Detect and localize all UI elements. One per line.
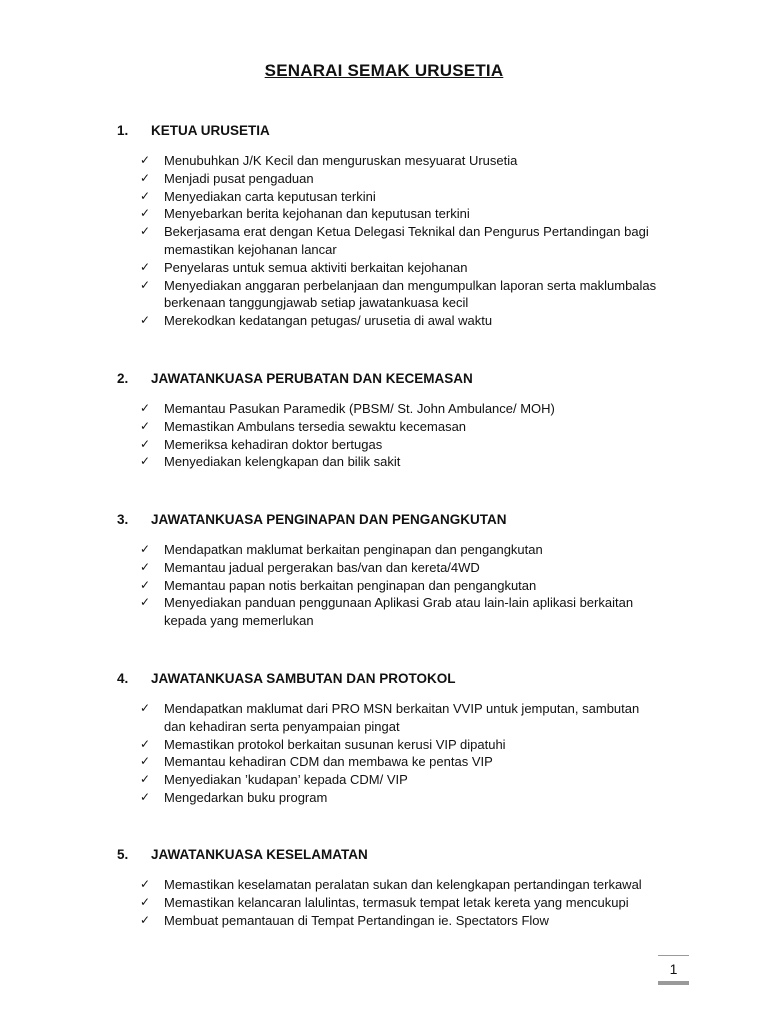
checkmark-icon: ✓ bbox=[140, 877, 151, 891]
checklist-item bbox=[0, 436, 664, 454]
checklist-item bbox=[0, 223, 664, 259]
checklist-item-text: Memantau kehadiran CDM dan membawa ke pentas VIP bbox=[164, 754, 493, 770]
checklist-item bbox=[0, 736, 664, 754]
section-penginapan-pengangkutan bbox=[0, 512, 768, 629]
checklist-item-text: Penyelaras untuk semua aktiviti berkaitan kejohanan bbox=[164, 259, 468, 275]
section-number: 3. bbox=[117, 512, 129, 527]
page-number-rule-top bbox=[658, 955, 689, 956]
checkmark-icon: ✓ bbox=[140, 153, 151, 167]
checkmark-icon: ✓ bbox=[140, 701, 151, 715]
checkmark-icon: ✓ bbox=[140, 401, 151, 415]
checkmark-icon: ✓ bbox=[140, 912, 151, 927]
section-title: JAWATANKUASA KESELAMATAN bbox=[151, 847, 368, 862]
checklist-item bbox=[0, 277, 664, 313]
checklist-item bbox=[0, 152, 664, 170]
checklist bbox=[0, 876, 768, 929]
section-heading bbox=[0, 371, 768, 389]
checklist bbox=[0, 400, 768, 471]
checkmark-icon: ✓ bbox=[140, 454, 151, 469]
checklist-item-text: Menjadi pusat pengaduan bbox=[164, 170, 314, 186]
section-ketua-urusetia bbox=[0, 123, 768, 329]
checklist-item-text: Mendapatkan maklumat dari PRO MSN berkaitan VVIP untuk jemputan, sambutan dan kehadiran serta penyampaian pingat bbox=[164, 701, 640, 734]
checklist bbox=[0, 700, 768, 807]
checklist-item bbox=[0, 453, 664, 471]
checkmark-icon: ✓ bbox=[140, 736, 151, 751]
checkmark-icon: ✓ bbox=[140, 772, 151, 787]
checklist-item-text: Memeriksa kehadiran doktor bertugas bbox=[164, 436, 383, 452]
section-heading bbox=[0, 512, 768, 530]
checklist-item bbox=[0, 188, 664, 206]
section-title: JAWATANKUASA SAMBUTAN DAN PROTOKOL bbox=[151, 671, 456, 686]
section-number: 5. bbox=[117, 847, 129, 862]
section-number: 2. bbox=[117, 371, 129, 386]
checklist-item bbox=[0, 577, 664, 595]
section-heading bbox=[0, 123, 768, 141]
checklist-item-text: Membuat pemantauan di Tempat Pertandingan ie. Spectators Flow bbox=[164, 912, 549, 928]
checkmark-icon: ✓ bbox=[140, 170, 151, 185]
page-number-box bbox=[658, 955, 689, 985]
checklist-item-text: Menyediakan carta keputusan terkini bbox=[164, 188, 376, 204]
checkmark-icon: ✓ bbox=[140, 188, 151, 203]
checklist-item-text: Memastikan Ambulans tersedia sewaktu kecemasan bbox=[164, 418, 467, 434]
checklist-item bbox=[0, 912, 664, 930]
checklist-item-text: Memantau Pasukan Paramedik (PBSM/ St. John Ambulance/ MOH) bbox=[164, 401, 555, 416]
checkmark-icon: ✓ bbox=[140, 259, 151, 274]
checklist bbox=[0, 152, 768, 330]
checklist-item bbox=[0, 789, 664, 807]
section-number: 1. bbox=[117, 123, 129, 138]
checklist-item bbox=[0, 559, 664, 577]
section-keselamatan bbox=[0, 847, 768, 928]
checklist-item bbox=[0, 312, 664, 330]
checklist-item-text: Menyediakan kelengkapan dan bilik sakit bbox=[164, 454, 401, 470]
checklist-item-text: Menyediakan anggaran perbelanjaan dan mengumpulkan laporan serta maklumbalas berkenaan tanggungjawab setiap jawatankuasa kecil bbox=[164, 277, 657, 311]
checkmark-icon: ✓ bbox=[140, 754, 151, 769]
checklist-item-text: Mendapatkan maklumat berkaitan penginapan dan pengangkutan bbox=[164, 542, 543, 557]
checklist-item bbox=[0, 418, 664, 436]
checklist-item bbox=[0, 541, 664, 559]
checkmark-icon: ✓ bbox=[140, 789, 151, 804]
section-number: 4. bbox=[117, 671, 129, 686]
checklist-item-text: Memastikan protokol berkaitan susunan kerusi VIP dipatuhi bbox=[164, 736, 506, 752]
checkmark-icon: ✓ bbox=[140, 224, 151, 239]
checklist-item bbox=[0, 205, 664, 223]
checklist-item bbox=[0, 400, 664, 418]
checklist-item-text: Memastikan kelancaran lalulintas, termasuk tempat letak kereta yang mencukupi bbox=[164, 894, 629, 910]
checkmark-icon: ✓ bbox=[140, 894, 151, 909]
checklist-item bbox=[0, 700, 664, 736]
checklist-item-text: Bekerjasama erat dengan Ketua Delegasi Teknikal dan Pengurus Pertandingan bagi memastikan kejohanan lancar bbox=[164, 224, 649, 257]
checkmark-icon: ✓ bbox=[140, 436, 151, 451]
checkmark-icon: ✓ bbox=[140, 418, 151, 433]
checklist-item-text: Menyediakan panduan penggunaan Aplikasi Grab atau lain-lain aplikasi berkaitan kepada yang memerlukan bbox=[164, 595, 634, 629]
section-heading bbox=[0, 671, 768, 689]
checklist-item-text: Mengedarkan buku program bbox=[164, 789, 328, 805]
checklist-item bbox=[0, 170, 664, 188]
checklist-item bbox=[0, 594, 664, 630]
section-title: JAWATANKUASA PERUBATAN DAN KECEMASAN bbox=[151, 371, 473, 386]
section-title: KETUA URUSETIA bbox=[151, 123, 270, 138]
checklist-item bbox=[0, 753, 664, 771]
checkmark-icon: ✓ bbox=[140, 595, 151, 610]
checklist-item-text: Menyebarkan berita kejohanan dan keputusan terkini bbox=[164, 206, 470, 222]
page-number: 1 bbox=[669, 961, 678, 977]
document-title: SENARAI SEMAK URUSETIA bbox=[264, 61, 504, 80]
checklist-item-text: Menyediakan ’kudapan’ kepada CDM/ VIP bbox=[164, 772, 408, 788]
checklist-item-text: Memantau papan notis berkaitan penginapan dan pengangkutan bbox=[164, 577, 537, 593]
checklist-item bbox=[0, 894, 664, 912]
checkmark-icon: ✓ bbox=[140, 542, 151, 556]
checklist bbox=[0, 541, 768, 630]
section-sambutan-protokol bbox=[0, 671, 768, 805]
checkmark-icon: ✓ bbox=[140, 313, 151, 328]
checkmark-icon: ✓ bbox=[140, 577, 151, 592]
checklist-item-text: Memantau jadual pergerakan bas/van dan kereta/4WD bbox=[164, 559, 480, 575]
section-heading bbox=[0, 847, 768, 865]
checklist-item bbox=[0, 876, 664, 894]
section-title: JAWATANKUASA PENGINAPAN DAN PENGANGKUTAN bbox=[151, 512, 507, 527]
checklist-item bbox=[0, 259, 664, 277]
checklist-item-text: Merekodkan kedatangan petugas/ urusetia di awal waktu bbox=[164, 313, 493, 329]
checkmark-icon: ✓ bbox=[140, 559, 151, 574]
checklist-item-text: Menubuhkan J/K Kecil dan menguruskan mesyuarat Urusetia bbox=[164, 153, 518, 168]
checkmark-icon: ✓ bbox=[140, 206, 151, 221]
checklist-item-text: Memastikan keselamatan peralatan sukan dan kelengkapan pertandingan terkawal bbox=[164, 877, 642, 892]
checkmark-icon: ✓ bbox=[140, 277, 151, 292]
section-perubatan-kecemasan bbox=[0, 371, 768, 470]
page-number-rule-bottom bbox=[658, 981, 689, 985]
checklist-item bbox=[0, 771, 664, 789]
